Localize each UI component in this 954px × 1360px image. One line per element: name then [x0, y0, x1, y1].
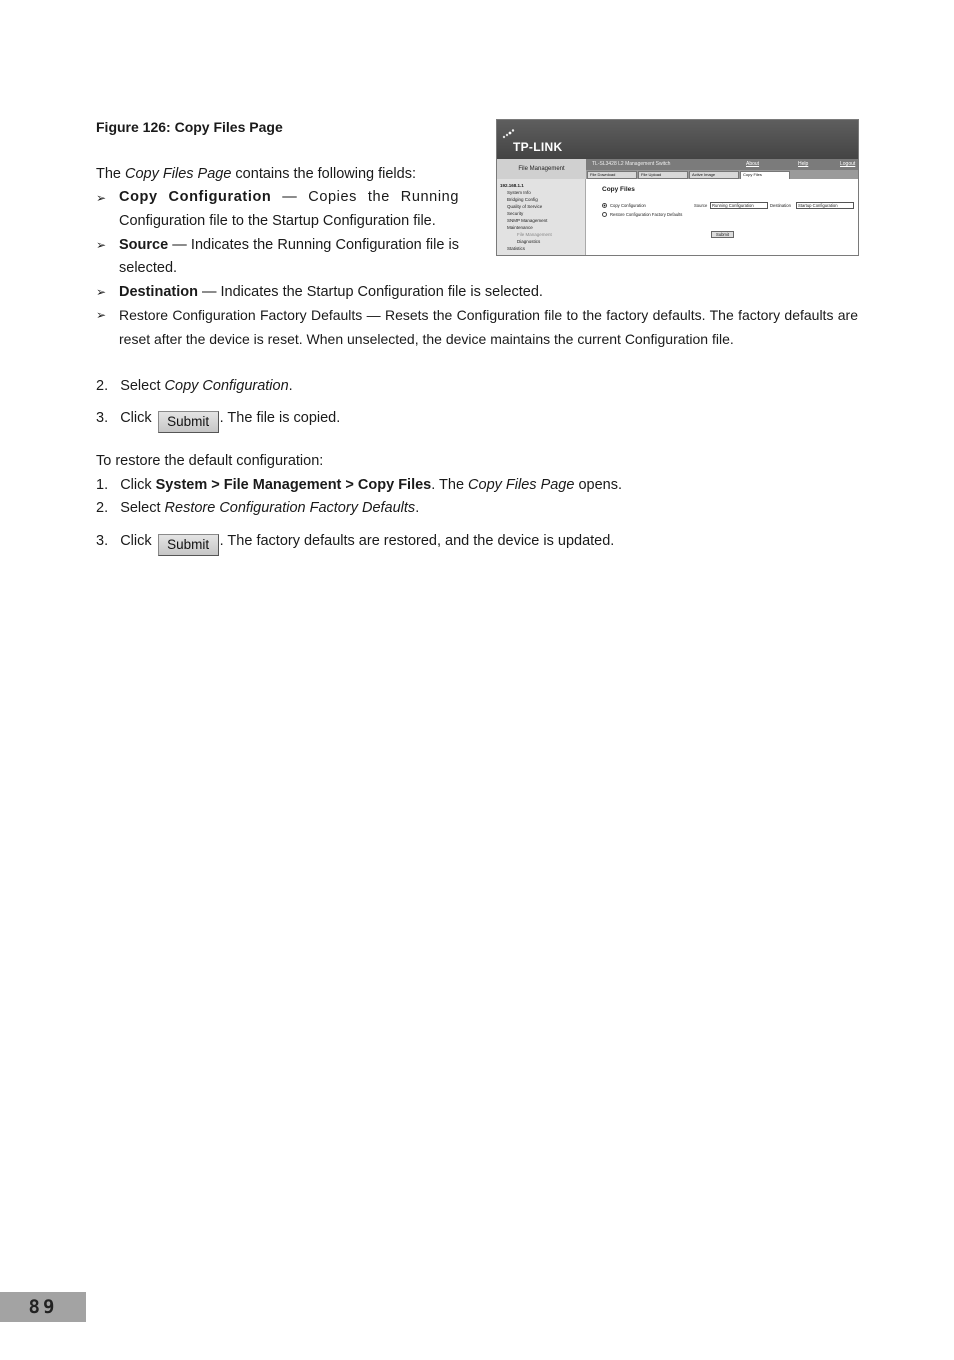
submit-button[interactable]: Submit: [158, 411, 219, 433]
tree-item[interactable]: Maintenance: [507, 225, 533, 230]
restore-intro: To restore the default configuration:: [96, 453, 324, 469]
bullet-arrow-icon: ➢: [96, 191, 107, 205]
logo-dots-icon: [501, 128, 515, 140]
step-select-copy: 2. Select Copy Configuration.: [96, 378, 293, 394]
radio-unselected-icon[interactable]: [602, 212, 607, 217]
copy-files-screenshot: [496, 119, 859, 256]
restore-defaults-option[interactable]: Restore Configuration Factory Defaults: [602, 212, 682, 218]
tree-item[interactable]: File Management: [517, 232, 552, 237]
nav-tree: [497, 179, 586, 255]
destination-select[interactable]: Startup Configuration: [796, 202, 854, 209]
tab-active-image[interactable]: Active Image: [689, 171, 739, 179]
tree-item[interactable]: Security: [507, 211, 524, 216]
step-select-restore: 2. Select Restore Configuration Factory Defaults.: [96, 500, 420, 516]
help-link[interactable]: Help: [798, 161, 809, 167]
step-click-submit-restore: 3. Click Submit . The factory defaults are restored, and the device is updated.: [96, 532, 614, 556]
tree-item[interactable]: System Info: [507, 190, 531, 195]
device-bar: [586, 159, 858, 170]
logout-link[interactable]: Logout: [840, 161, 856, 167]
field-restore-defaults: Restore Configuration Factory Defaults — Resets the Configuration file to the factory defaults. The factory defaults are: [119, 307, 858, 323]
screenshot-header: [497, 120, 858, 159]
about-link[interactable]: About: [746, 161, 760, 167]
submit-button[interactable]: Submit: [158, 534, 219, 556]
tree-item[interactable]: Diagnostics: [517, 239, 541, 244]
tab-copy-files[interactable]: Copy Files: [740, 171, 790, 180]
bullet-arrow-icon: ➢: [96, 308, 107, 322]
field-restore-defaults-cont: reset after the device is reset. When unselected, the device maintains the current Configuration file.: [119, 331, 734, 347]
page-number: 89: [0, 1292, 86, 1322]
tree-item[interactable]: Statistics: [507, 246, 526, 251]
intro-text: The Copy Files Page contains the following fields:: [96, 166, 416, 182]
field-copy-configuration: Copy Configuration — Copies the Running: [119, 189, 459, 205]
figure-caption: Figure 126: Copy Files Page: [96, 119, 283, 135]
radio-selected-icon[interactable]: [602, 203, 607, 208]
field-source: Source — Indicates the Running Configuration file is: [119, 237, 459, 253]
destination-label: Destination: [770, 203, 791, 208]
field-source-cont: selected.: [119, 260, 178, 276]
tree-item[interactable]: Quality of Service: [507, 204, 543, 209]
step-click-submit: 3. Click Submit . The file is copied.: [96, 409, 340, 433]
source-select[interactable]: Running Configuration: [710, 202, 768, 209]
tab-strip: [586, 170, 858, 179]
tree-item[interactable]: Bridging Config: [507, 197, 538, 202]
step-open-copy-files: 1. Click System > File Management > Copy Files. The Copy Files Page opens.: [96, 477, 623, 493]
tree-root[interactable]: 192.168.1.1: [500, 183, 524, 188]
copy-config-option[interactable]: Copy Configuration: [602, 203, 646, 209]
tab-file-download[interactable]: File Download: [587, 171, 637, 179]
source-label: Source: [694, 203, 708, 208]
device-name: TL-SL3428 L2 Management Switch: [592, 161, 671, 167]
tp-link-logo: TP-LINK: [513, 140, 563, 154]
panel-heading: Copy Files: [602, 186, 635, 193]
menu-title: File Management: [497, 159, 586, 179]
field-copy-configuration-cont: Configuration file to the Startup Configuration file.: [119, 213, 436, 229]
screenshot-submit-button[interactable]: Submit: [711, 231, 734, 238]
bullet-arrow-icon: ➢: [96, 238, 107, 252]
main-panel: [587, 179, 858, 255]
tree-item[interactable]: SNMP Management: [507, 218, 548, 223]
bullet-arrow-icon: ➢: [96, 285, 107, 299]
tab-file-upload[interactable]: File Upload: [638, 171, 688, 179]
field-destination: Destination — Indicates the Startup Configuration file is selected.: [119, 284, 543, 300]
